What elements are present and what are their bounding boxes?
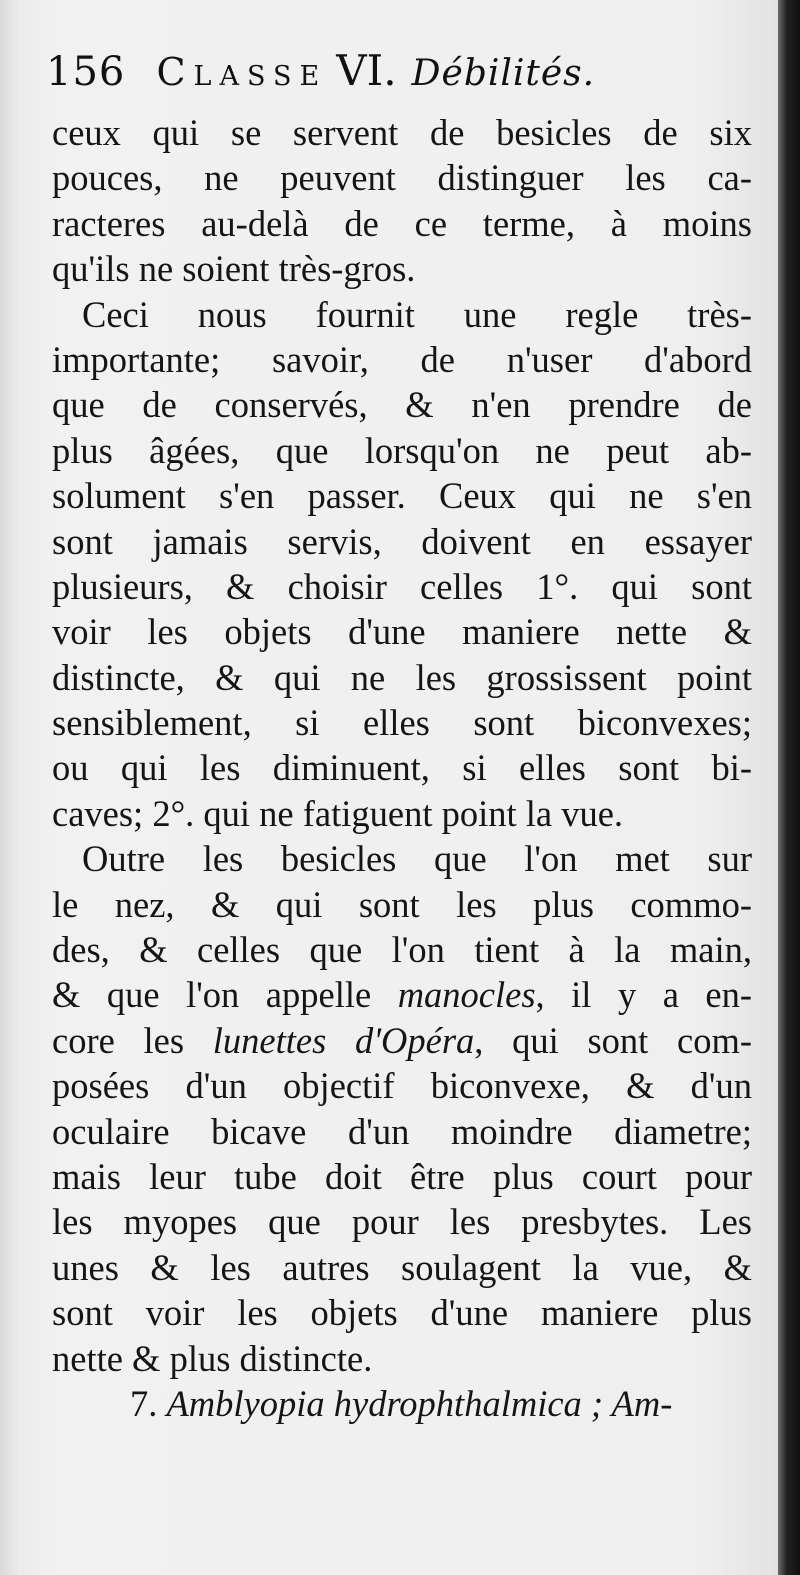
text-line: distincte, & qui ne les grossissent point <box>52 656 752 698</box>
text-line: le nez, & qui sont les plus commo- <box>52 883 752 925</box>
text-line: solument s'en passer. Ceux qui ne s'en <box>52 475 752 517</box>
text-line: des, & celles que l'on tient à la main, <box>52 929 752 971</box>
italic-term: manocles <box>397 974 536 1016</box>
text-line: importante; savoir, de n'user d'abord <box>52 338 752 380</box>
text-line: plusieurs, & choisir celles 1°. qui sont <box>52 565 752 607</box>
text-line: oculaire bicave d'un moindre diametre; <box>52 1110 752 1152</box>
text-line: ceux qui se servent de besicles de six <box>52 112 752 153</box>
section-title: Débilités. <box>411 53 596 94</box>
running-head <box>46 46 746 106</box>
page-edge-shadow <box>778 0 800 1575</box>
text-line: sont jamais servis, doivent en essayer <box>52 520 752 562</box>
text-line: caves; 2°. qui ne fatiguent point la vue. <box>52 792 624 834</box>
text-line: pouces, ne peuvent distinguer les ca- <box>52 157 752 199</box>
page-number: 156 <box>46 49 126 95</box>
class-label: Classe <box>156 50 328 94</box>
text-line: plus âgées, que lorsqu'on ne peut ab- <box>52 429 752 471</box>
text-segment: 7. <box>130 1382 167 1424</box>
text-line: les myopes que pour les presbytes. Les <box>52 1201 752 1243</box>
text-line: sont voir les objets d'une maniere plus <box>52 1292 752 1334</box>
text-line: que de conservés, & n'en prendre de <box>52 384 752 426</box>
text-line: qu'ils ne soient très-gros. <box>52 248 416 290</box>
text-line: unes & les autres soulagent la vue, & <box>52 1246 752 1288</box>
text-line <box>52 972 752 1017</box>
class-number: VI. <box>336 46 397 95</box>
text-line <box>52 1018 752 1063</box>
text-segment: , qui sont com- <box>474 1019 752 1061</box>
italic-term: Amblyopia hydrophthalmica ; Am- <box>166 1382 673 1424</box>
text-line: racteres au-delà de ce terme, à moins <box>52 202 752 244</box>
text-segment: , il y a en- <box>535 974 752 1016</box>
body-text <box>52 110 752 1426</box>
text-line: Ceci nous fournit une regle très- <box>82 293 752 335</box>
text-line: sensiblement, si elles sont biconvexes; <box>52 702 752 744</box>
italic-term: lunettes d'Opéra <box>212 1019 475 1061</box>
text-segment: core les <box>52 1019 213 1061</box>
text-line: ou qui les diminuent, si elles sont bi- <box>52 747 752 789</box>
text-segment: & que l'on appelle <box>52 974 398 1016</box>
text-line: posées d'un objectif biconvexe, & d'un <box>52 1065 752 1107</box>
text-line: voir les objets d'une maniere nette & <box>52 611 752 653</box>
text-line: nette & plus distincte. <box>52 1337 373 1379</box>
text-line: Outre les besicles que l'on met sur <box>82 838 752 880</box>
text-line <box>52 1381 752 1426</box>
text-line: mais leur tube doit être plus court pour <box>52 1155 752 1197</box>
